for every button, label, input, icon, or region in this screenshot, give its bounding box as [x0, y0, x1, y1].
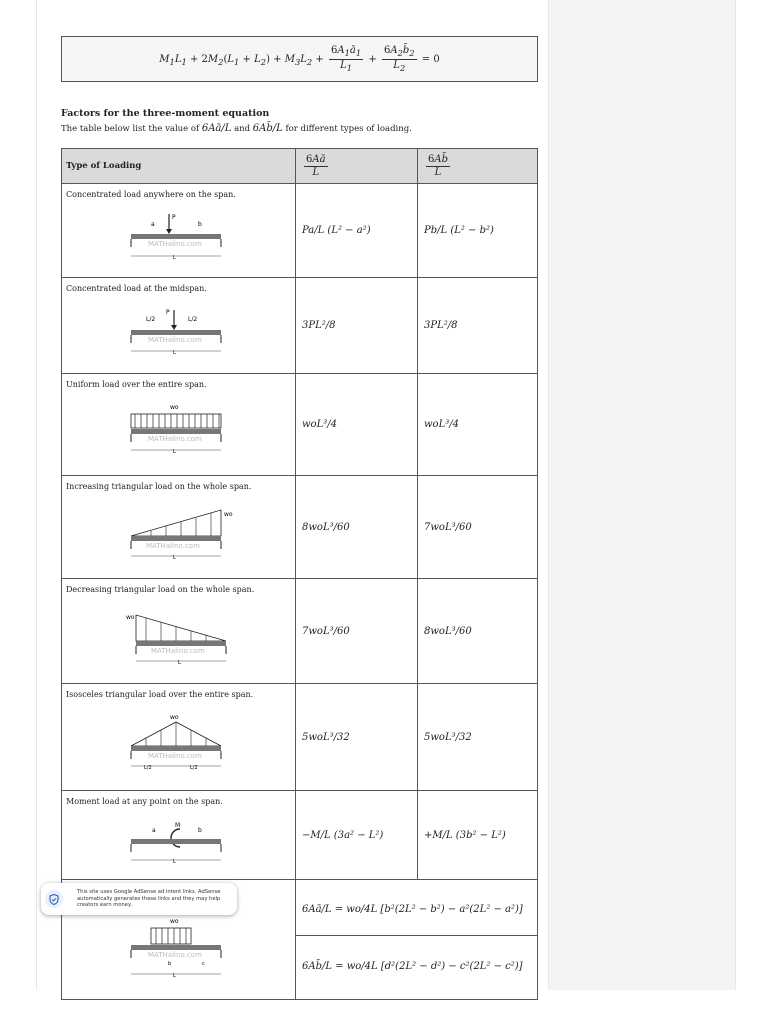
factor-general-cell [296, 880, 538, 1000]
svg-text:M: M [175, 822, 181, 829]
table-header-row [62, 149, 538, 184]
table-row [62, 278, 538, 374]
loading-case-cell [62, 791, 296, 880]
svg-text:L: L [173, 350, 176, 356]
factor-a-expr: Pa/L (L² − a²) [302, 225, 371, 236]
factor-b-cell [418, 579, 538, 684]
svg-text:L: L [173, 555, 176, 561]
svg-text:MATHalino.com: MATHalino.com [148, 435, 202, 443]
svg-text:L/2: L/2 [144, 765, 152, 771]
subtitle-expr-b: 6Ab̄/L [252, 123, 283, 134]
midspan-load-diagram [126, 306, 226, 366]
factor-a-cell [296, 476, 418, 579]
svg-text:P: P [172, 214, 176, 221]
loading-label: Concentrated load at the midspan. [66, 284, 207, 293]
loading-case-cell [62, 184, 296, 278]
adsense-notice-text: This site uses Google AdSense ad intent links. AdSense automatically generates these links and they may help creators earn money. [77, 889, 221, 908]
svg-text:b: b [198, 221, 202, 228]
factor-b-expr: +M/L (3b² − L²) [424, 829, 506, 841]
isosceles-triangular-load-diagram [126, 712, 226, 778]
three-moment-equation: $M_1L_1 + 2M_2(L_1 + L_2) + M_3L_2$ + $\frac{6A_1ā_1}{L_1}$ + $\frac{6A_2b̄_2}{L_2}$ = 0 [159, 44, 440, 73]
table-row [62, 684, 538, 791]
factor-b-cell [418, 278, 538, 374]
table-row [62, 476, 538, 579]
concentrated-load-diagram [126, 212, 226, 272]
factor-b-expr: 7woL³/60 [424, 521, 472, 533]
svg-text:a: a [152, 827, 156, 834]
svg-text:MATHalino.com: MATHalino.com [146, 542, 200, 550]
svg-text:L/2: L/2 [188, 316, 198, 323]
section-title: Factors for the three-moment equation [61, 108, 270, 119]
svg-text:a: a [151, 221, 155, 228]
shield-icon[interactable] [45, 890, 63, 908]
svg-text:L/2: L/2 [146, 316, 156, 323]
svg-text:MATHalino.com: MATHalino.com [148, 240, 202, 248]
svg-text:L: L [173, 449, 176, 455]
loading-label: Uniform load over the entire span. [66, 380, 207, 389]
factor-b-expr: 3PL²/8 [424, 320, 458, 331]
factor-b-expr: 5woL³/32 [424, 731, 472, 743]
factor-a-cell [296, 791, 418, 880]
section-subtitle: The table below list the value of 6Aā/L and 6Ab̄/L for different types of loading. [61, 123, 412, 134]
three-moment-equation-box [61, 36, 538, 82]
factor-a-expr: 3PL²/8 [302, 320, 336, 331]
subtitle-expr-a: 6Aā/L [201, 123, 232, 134]
decreasing-triangular-load-diagram [126, 607, 236, 669]
loading-factors-table [61, 148, 538, 1000]
table-row [62, 579, 538, 684]
loading-case-cell [62, 476, 296, 579]
factor-b-cell [418, 476, 538, 579]
partial-uniform-load-diagram [126, 916, 226, 986]
uniform-load-diagram [126, 402, 226, 462]
table-row [62, 791, 538, 880]
loading-case-cell [62, 684, 296, 791]
loading-case-cell [62, 278, 296, 374]
adsense-notice-popup[interactable] [41, 883, 237, 915]
factor-b-expr: woL³/4 [424, 419, 459, 430]
factor-a-expr: −M/L (3a² − L²) [302, 829, 384, 841]
factor-a-expr: woL³/4 [302, 419, 337, 430]
svg-text:MATHalino.com: MATHalino.com [148, 336, 202, 344]
table-row [62, 184, 538, 278]
factor-a-cell [296, 579, 418, 684]
factor-b-expr: 8woL³/60 [424, 625, 472, 637]
increasing-triangular-load-diagram [126, 504, 236, 564]
loading-label: Increasing triangular load on the whole span. [66, 482, 252, 491]
header-type-of-loading: Type of Loading [62, 149, 296, 184]
table-row [62, 374, 538, 476]
loading-case-cell [62, 374, 296, 476]
general-factor-b [296, 936, 537, 996]
general-factor-b-expr: 6Ab̄/L = wo/4L [d²(2L² − d²) − c²(2L² − c²)] [302, 960, 523, 972]
svg-text:wo: wo [126, 614, 135, 621]
loading-label: Moment load at any point on the span. [66, 797, 223, 806]
loading-label: Concentrated load anywhere on the span. [66, 190, 236, 199]
factor-b-cell [418, 374, 538, 476]
svg-text:b: b [168, 961, 172, 967]
svg-text:c: c [202, 961, 205, 967]
header-factor-b: $\frac{6Ab̄}{L}$ [418, 149, 538, 184]
sidebar [548, 0, 736, 990]
general-factor-a [296, 883, 537, 936]
factor-a-expr: 5woL³/32 [302, 731, 350, 743]
factor-a-cell [296, 278, 418, 374]
moment-load-diagram [126, 819, 226, 875]
factor-b-cell [418, 184, 538, 278]
svg-text:wo: wo [170, 918, 179, 925]
svg-text:b: b [198, 827, 202, 834]
svg-text:L: L [173, 973, 176, 979]
header-factor-a: $\frac{6Aā}{L}$ [296, 149, 418, 184]
loading-case-cell [62, 579, 296, 684]
factor-a-cell [296, 184, 418, 278]
svg-text:L/2: L/2 [190, 765, 198, 771]
factor-a-expr: 7woL³/60 [302, 625, 350, 637]
factor-a-expr: 8woL³/60 [302, 521, 350, 533]
loading-label: Decreasing triangular load on the whole span. [66, 585, 255, 594]
svg-text:wo: wo [224, 511, 233, 518]
svg-text:wo: wo [170, 404, 179, 411]
svg-text:wo: wo [170, 714, 179, 721]
svg-text:L: L [173, 859, 176, 865]
factor-b-expr: Pb/L (L² − b²) [424, 225, 494, 236]
svg-text:L: L [173, 255, 176, 261]
general-factor-a-expr: 6Aā/L = wo/4L [b²(2L² − b²) − a²(2L² − a²)] [302, 903, 523, 915]
factor-b-cell [418, 791, 538, 880]
svg-text:L: L [178, 660, 181, 666]
svg-text:MATHalino.com: MATHalino.com [148, 752, 202, 760]
svg-text:MATHalino.com: MATHalino.com [148, 951, 202, 959]
loading-label: Isosceles triangular load over the entire span. [66, 690, 254, 699]
svg-text:P: P [166, 309, 170, 316]
svg-text:MATHalino.com: MATHalino.com [151, 647, 205, 655]
factor-b-cell [418, 684, 538, 791]
factor-a-cell [296, 684, 418, 791]
factor-a-cell [296, 374, 418, 476]
